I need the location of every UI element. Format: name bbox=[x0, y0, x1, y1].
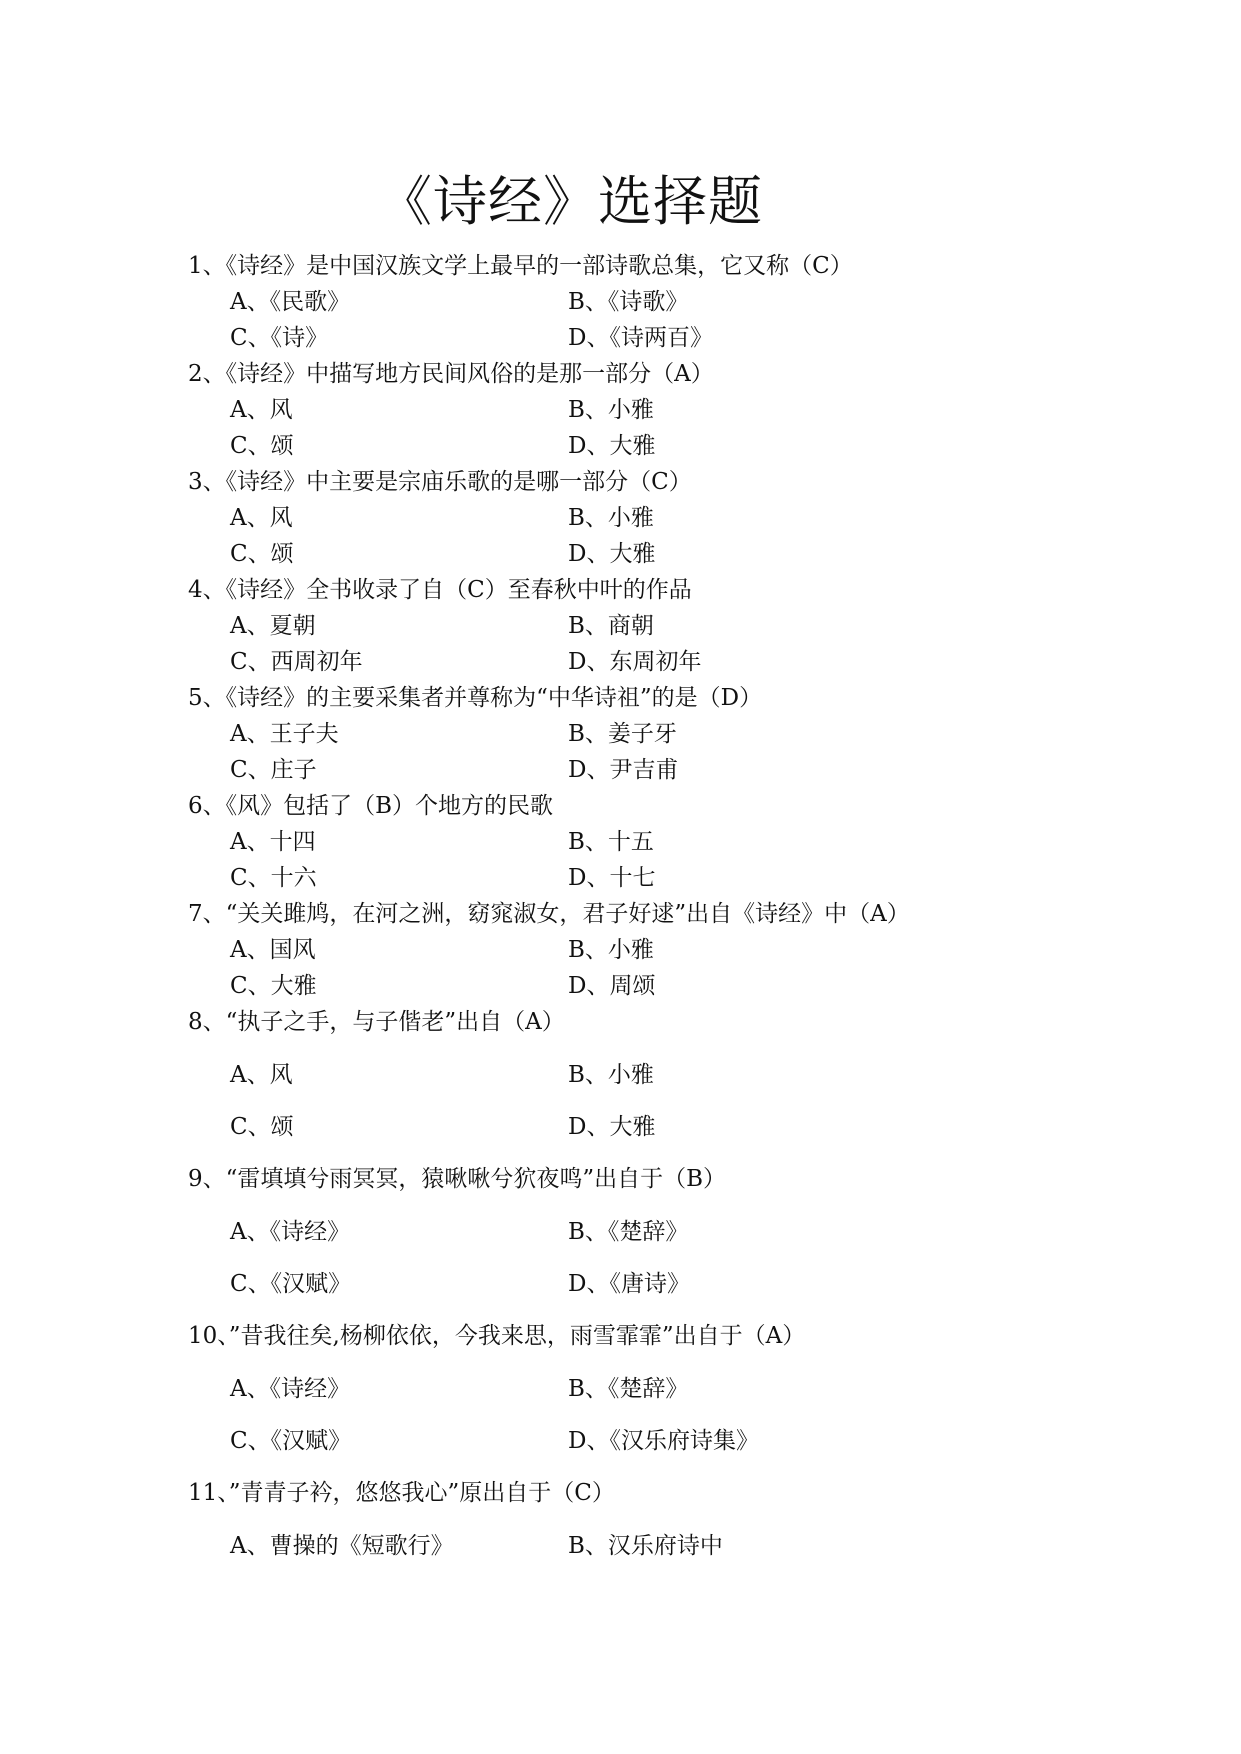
question-2-option-c: C、颂 bbox=[230, 433, 294, 459]
question-11-option-a: A、曹操的《短歌行》 bbox=[230, 1533, 454, 1559]
question-3-option-c: C、颂 bbox=[230, 541, 294, 567]
question-4-option-d: D、东周初年 bbox=[568, 649, 702, 675]
question-11-stem: 11、”青青子衿，悠悠我心”原出自于（C） bbox=[188, 1480, 615, 1506]
question-8-option-d: D、大雅 bbox=[568, 1114, 656, 1140]
question-1-stem: 1、《诗经》是中国汉族文学上最早的一部诗歌总集，它又称（C） bbox=[188, 253, 853, 279]
question-5-option-b: B、姜子牙 bbox=[568, 721, 677, 747]
question-1-option-a: A、《民歌》 bbox=[230, 289, 351, 315]
question-6-stem: 6、《风》包括了（B）个地方的民歌 bbox=[188, 793, 554, 819]
question-7-option-a: A、国风 bbox=[230, 937, 316, 963]
question-9-option-a: A、《诗经》 bbox=[230, 1219, 351, 1245]
page-title: 《诗经》选择题 bbox=[378, 170, 763, 233]
question-1-option-d: D、《诗两百》 bbox=[568, 325, 713, 351]
question-8-option-b: B、小雅 bbox=[568, 1062, 654, 1088]
question-9-option-c: C、《汉赋》 bbox=[230, 1271, 352, 1297]
question-4-stem: 4、《诗经》全书收录了自（C）至春秋中叶的作品 bbox=[188, 577, 692, 603]
question-8-option-a: A、风 bbox=[230, 1062, 293, 1088]
question-10-option-c: C、《汉赋》 bbox=[230, 1428, 352, 1454]
question-9-option-d: D、《唐诗》 bbox=[568, 1271, 690, 1297]
question-5-stem: 5、《诗经》的主要采集者并尊称为“中华诗祖”的是（D） bbox=[188, 685, 763, 711]
question-2-option-d: D、大雅 bbox=[568, 433, 656, 459]
question-10-option-b: B、《楚辞》 bbox=[568, 1376, 689, 1402]
question-3-option-a: A、风 bbox=[230, 505, 293, 531]
question-9-option-b: B、《楚辞》 bbox=[568, 1219, 689, 1245]
question-5-option-a: A、王子夫 bbox=[230, 721, 339, 747]
question-6-option-c: C、十六 bbox=[230, 865, 317, 891]
question-4-option-c: C、西周初年 bbox=[230, 649, 363, 675]
question-10-stem: 10、”昔我往矣,杨柳依依，今我来思，雨雪霏霏”出自于（A） bbox=[188, 1323, 806, 1349]
question-1-option-b: B、《诗歌》 bbox=[568, 289, 689, 315]
question-8-option-c: C、颂 bbox=[230, 1114, 294, 1140]
question-10-option-a: A、《诗经》 bbox=[230, 1376, 351, 1402]
question-7-stem: 7、“关关雎鸠，在河之洲，窈窕淑女，君子好逑”出自《诗经》中（A） bbox=[188, 901, 910, 927]
question-2-stem: 2、《诗经》中描写地方民间风俗的是那一部分（A） bbox=[188, 361, 714, 387]
question-7-option-c: C、大雅 bbox=[230, 973, 317, 999]
question-3-stem: 3、《诗经》中主要是宗庙乐歌的是哪一部分（C） bbox=[188, 469, 692, 495]
question-7-option-b: B、小雅 bbox=[568, 937, 654, 963]
question-4-option-b: B、商朝 bbox=[568, 613, 654, 639]
question-6-option-b: B、十五 bbox=[568, 829, 654, 855]
question-3-option-d: D、大雅 bbox=[568, 541, 656, 567]
question-9-stem: 9、“雷填填兮雨冥冥，猿啾啾兮狖夜鸣”出自于（B） bbox=[188, 1166, 727, 1192]
question-6-option-a: A、十四 bbox=[230, 829, 316, 855]
question-2-option-a: A、风 bbox=[230, 397, 293, 423]
question-10-option-d: D、《汉乐府诗集》 bbox=[568, 1428, 759, 1454]
question-8-stem: 8、“执子之手，与子偕老”出自（A） bbox=[188, 1009, 565, 1035]
question-7-option-d: D、周颂 bbox=[568, 973, 656, 999]
question-3-option-b: B、小雅 bbox=[568, 505, 654, 531]
question-5-option-d: D、尹吉甫 bbox=[568, 757, 679, 783]
question-2-option-b: B、小雅 bbox=[568, 397, 654, 423]
question-6-option-d: D、十七 bbox=[568, 865, 656, 891]
question-11-option-b: B、汉乐府诗中 bbox=[568, 1533, 723, 1559]
question-1-option-c: C、《诗》 bbox=[230, 325, 329, 351]
question-4-option-a: A、夏朝 bbox=[230, 613, 316, 639]
question-5-option-c: C、庄子 bbox=[230, 757, 317, 783]
